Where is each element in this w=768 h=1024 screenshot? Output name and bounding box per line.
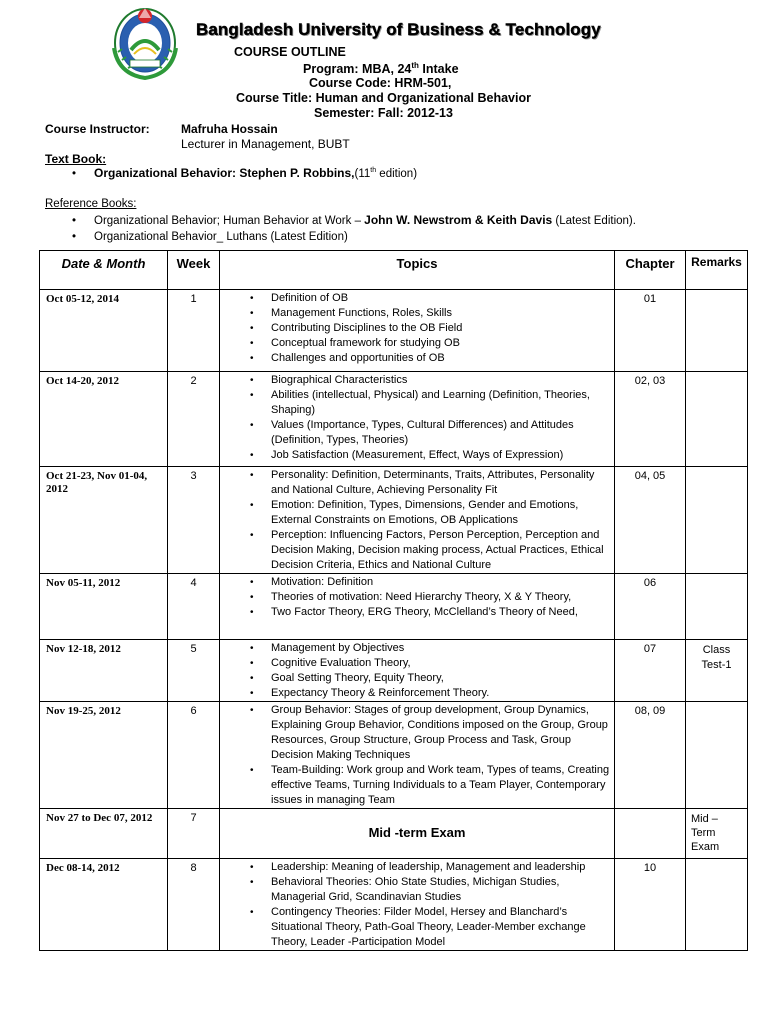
row-chapter <box>615 809 686 859</box>
row-topics <box>220 702 615 809</box>
row-topics <box>220 467 615 574</box>
remarks-line: Exam <box>691 841 720 853</box>
remarks-line: Mid – <box>691 813 718 825</box>
row-chapter: 02, 03 <box>615 372 686 467</box>
row-week: 1 <box>168 290 220 372</box>
row-remarks <box>686 809 748 859</box>
row-week: 4 <box>168 574 220 640</box>
table-row <box>40 809 748 859</box>
topic-item: • Perception: Influencing Factors, Person Perception, Perception and Decision Making, Decision making process, Actual Practices, Ethical Decision Criteria, Ethics and National Culture <box>271 528 614 573</box>
remarks-line: Class <box>702 644 731 656</box>
row-topics <box>220 859 615 951</box>
topic-item: • Conceptual framework for studying OB <box>271 336 614 351</box>
university-logo <box>104 2 186 82</box>
topic-item: • Behavioral Theories: Ohio State Studies, Michigan Studies, Managerial Grid, Scandinavian Studies <box>271 875 614 905</box>
row-remarks <box>686 702 748 809</box>
topic-item: • Biographical Characteristics <box>271 373 614 388</box>
course-code: Course Code: HRM-501, <box>309 76 452 90</box>
header-week: Week <box>168 251 220 290</box>
topic-item: • Management Functions, Roles, Skills <box>271 306 614 321</box>
header-date: Date & Month <box>40 251 168 290</box>
header-remarks: Remarks <box>686 251 748 290</box>
topic-item: • Values (Importance, Types, Cultural Differences) and Attitudes (Definition, Types, Theories) <box>271 418 614 448</box>
table-row <box>40 467 748 574</box>
table-header-row <box>40 251 748 290</box>
topic-item: • Team-Building: Work group and Work team, Types of teams, Creating effective Teams, Turning Individuals to a Team Player, Contemporary issues in managing Team <box>271 763 614 808</box>
header-chapter: Chapter <box>615 251 686 290</box>
row-date: Nov 27 to Dec 07, 2012 <box>40 809 168 859</box>
remarks-line: Term <box>691 827 716 839</box>
row-date: Nov 12-18, 2012 <box>40 640 168 702</box>
semester: Semester: Fall: 2012-13 <box>314 106 453 120</box>
topic-item: • Goal Setting Theory, Equity Theory, <box>271 671 614 686</box>
university-name: Bangladesh University of Business & Technology <box>196 20 601 39</box>
instructor-name: Mafruha Hossain <box>181 122 278 136</box>
reference-item-1: • Organizational Behavior; Human Behavior at Work – John W. Newstrom & Keith Davis (Latest Edition). <box>72 213 636 227</box>
instructor-designation: Lecturer in Management, BUBT <box>181 137 350 151</box>
textbook-label: Text Book: <box>45 152 107 166</box>
row-topics <box>220 640 615 702</box>
topic-item: • Emotion: Definition, Types, Dimensions, Gender and Emotions, External Constraints on Emotions, OB Applications <box>271 498 614 528</box>
topic-item: • Expectancy Theory & Reinforcement Theory. <box>271 686 614 701</box>
row-week: 7 <box>168 809 220 859</box>
course-title: Course Title: Human and Organizational Behavior <box>236 91 531 105</box>
topic-item: • Motivation: Definition <box>271 575 614 590</box>
row-chapter: 06 <box>615 574 686 640</box>
topic-item: • Leadership: Meaning of leadership, Management and leadership <box>271 860 614 875</box>
row-chapter: 08, 09 <box>615 702 686 809</box>
remarks-line: Test-1 <box>701 659 732 671</box>
row-week: 5 <box>168 640 220 702</box>
row-date: Nov 05-11, 2012 <box>40 574 168 640</box>
row-remarks <box>686 372 748 467</box>
topic-item: • Cognitive Evaluation Theory, <box>271 656 614 671</box>
row-remarks <box>686 574 748 640</box>
topic-item: • Management by Objectives <box>271 641 614 656</box>
course-schedule-table <box>39 250 748 951</box>
instructor-label: Course Instructor: <box>45 122 150 136</box>
table-row <box>40 290 748 372</box>
topic-item: • Contributing Disciplines to the OB Field <box>271 321 614 336</box>
row-week: 2 <box>168 372 220 467</box>
row-date: Oct 14-20, 2012 <box>40 372 168 467</box>
row-chapter: 01 <box>615 290 686 372</box>
program-line: Program: MBA, 24th Intake <box>303 61 459 77</box>
reference-label: Reference Books: <box>45 198 137 210</box>
topic-item: • Challenges and opportunities of OB <box>271 351 614 366</box>
table-row <box>40 640 748 702</box>
topic-item: • Job Satisfaction (Measurement, Effect, Ways of Expression) <box>271 448 614 463</box>
topic-item: • Group Behavior: Stages of group development, Group Dynamics, Explaining Group Behavior, Conditions imposed on the Group, Group Resources, Group Structure, Group Process and Task, Group Decision Making Techniques <box>271 703 614 763</box>
topic-item: • Abilities (intellectual, Physical) and Learning (Definition, Theories, Shaping) <box>271 388 614 418</box>
topic-item: • Theories of motivation: Need Hierarchy Theory, X & Y Theory, <box>271 590 614 605</box>
row-date: Oct 21-23, Nov 01-04, 2012 <box>40 467 168 574</box>
row-remarks <box>686 859 748 951</box>
row-topics <box>220 372 615 467</box>
topic-item: • Two Factor Theory, ERG Theory, McClelland’s Theory of Need, <box>271 605 614 620</box>
textbook-item: • Organizational Behavior: Stephen P. Robbins,(11th edition) <box>72 166 418 180</box>
table-row <box>40 372 748 467</box>
row-date: Nov 19-25, 2012 <box>40 702 168 809</box>
row-week: 8 <box>168 859 220 951</box>
row-chapter: 07 <box>615 640 686 702</box>
row-remarks <box>686 467 748 574</box>
row-remarks <box>686 640 748 702</box>
table-row <box>40 702 748 809</box>
topic-item: • Personality: Definition, Determinants, Traits, Attributes, Personality and National Culture, Achieving Personality Fit <box>271 468 614 498</box>
table-row <box>40 859 748 951</box>
topic-item: • Definition of OB <box>271 291 614 306</box>
row-chapter: 04, 05 <box>615 467 686 574</box>
row-week: 3 <box>168 467 220 574</box>
row-topics <box>220 574 615 640</box>
row-chapter: 10 <box>615 859 686 951</box>
row-week: 6 <box>168 702 220 809</box>
header-topics: Topics <box>220 251 615 290</box>
midterm-exam-label: Mid -term Exam <box>220 809 615 859</box>
row-remarks <box>686 290 748 372</box>
row-date: Dec 08-14, 2012 <box>40 859 168 951</box>
doc-title: COURSE OUTLINE <box>234 45 346 59</box>
row-date: Oct 05-12, 2014 <box>40 290 168 372</box>
reference-item-2: • Organizational Behavior_ Luthans (Latest Edition) <box>72 231 348 243</box>
row-topics <box>220 290 615 372</box>
table-row <box>40 574 748 640</box>
topic-item: • Contingency Theories: Filder Model, Hersey and Blanchard’s Situational Theory, Path-Goal Theory, Leader-Member exchange Theory, Leader -Participation Model <box>271 905 614 950</box>
